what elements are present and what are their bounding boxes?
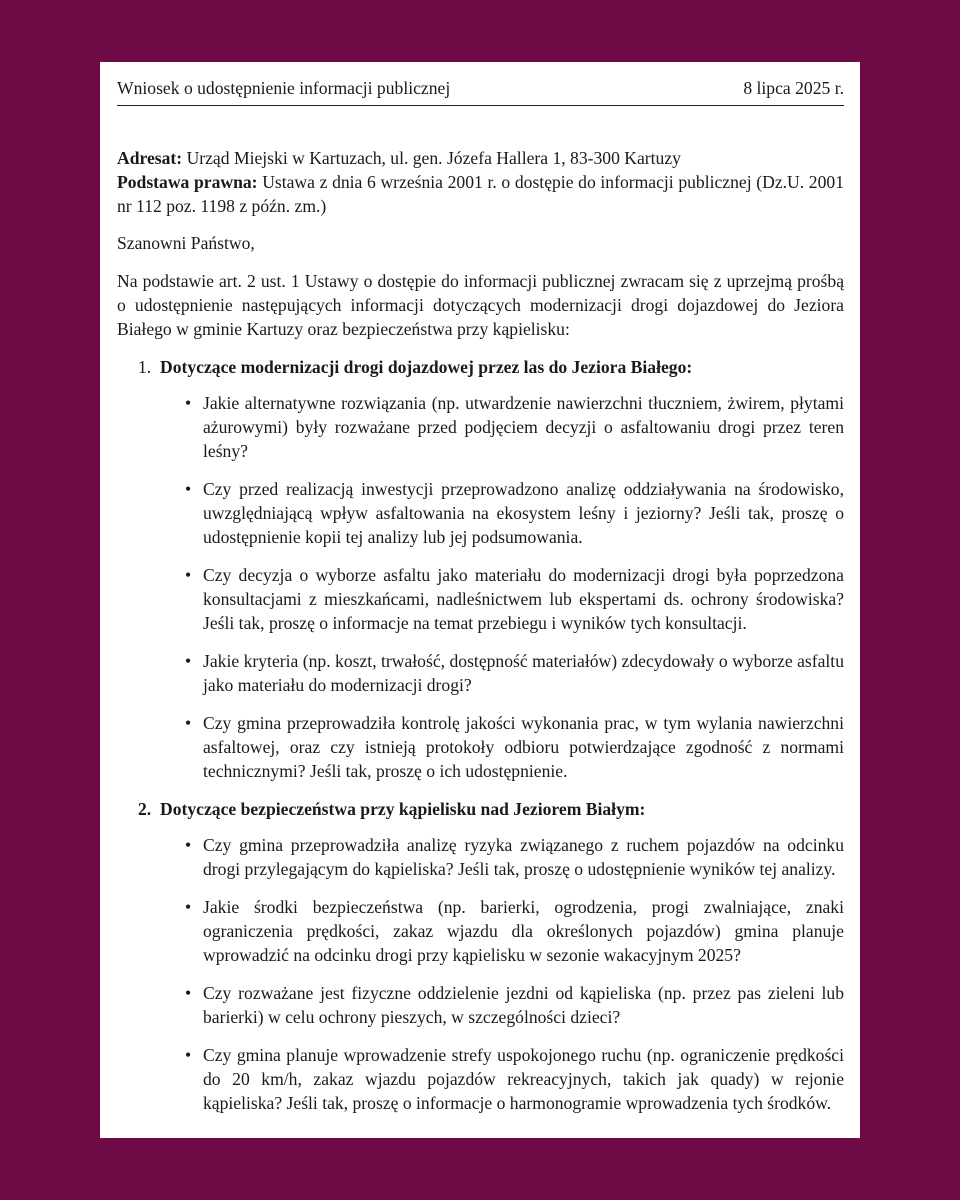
list-item-text: Jakie środki bezpieczeństwa (np. barierki, ogrodzenia, progi zwalniające, znaki ograniczenia prędkości, zakaz wjazdu dla określonych pojazdów) gmina planuje wprowadzić na odcinku drogi przy kąpielisku w sezonie wakacyjnym 2025? [203,897,844,965]
list-item [117,649,844,697]
bullet-icon: • [185,897,192,917]
addressee-value: Urząd Miejski w Kartuzach, ul. gen. Józefa Hallera 1, 83-300 Kartuzy [186,148,681,168]
address-block [117,146,844,218]
section-title: Dotyczące modernizacji drogi dojazdowej przez las do Jeziora Białego: [160,357,693,377]
list-item-text: Jakie kryteria (np. koszt, trwałość, dostępność materiałów) zdecydowały o wyborze asfaltu jako materiału do modernizacji drogi? [203,651,844,695]
section-heading [117,797,844,821]
addressee-label: Adresat: [117,148,183,168]
document-header [117,76,844,106]
document-title: Wniosek o udostępnienie informacji publicznej [117,78,451,98]
bullet-icon: • [185,393,192,413]
intro-paragraph: Na podstawie art. 2 ust. 1 Ustawy o dostępie do informacji publicznej zwracam się z uprzejmą prośbą o udostępnienie następujących informacji dotyczących modernizacji drogi dojazdowej do Jeziora Białego w gminie Kartuzy oraz bezpieczeństwa przy kąpielisku: [117,271,844,339]
addressee-line [117,146,844,170]
document-page [100,62,860,1138]
section-number: 2. [138,799,152,819]
list-item-text: Czy przed realizacją inwestycji przeprowadzono analizę oddziaływania na środowisko, uwzględniającą wpływ asfaltowania na ekosystem leśny i jeziorny? Jeśli tak, proszę o udostępnienie kopii tej analizy lub jej podsumowania. [203,479,844,547]
legal-basis-line [117,170,844,218]
section-1 [117,355,844,783]
legal-basis-value: Ustawa z dnia 6 września 2001 r. o dostępie do informacji publicznej (Dz.U. 2001 nr 112 poz. 1198 z późn. zm.) [117,172,844,216]
list-item-text: Czy decyzja o wyborze asfaltu jako materiału do modernizacji drogi była poprzedzona konsultacjami z mieszkańcami, nadleśnictwem lub ekspertami ds. ochrony środowiska? Jeśli tak, proszę o informacje na temat przebiegu i wyników tych konsultacji. [203,565,844,633]
legal-basis-label: Podstawa prawna: [117,172,258,192]
question-list [117,833,844,1115]
section-heading [117,355,844,379]
section-2 [117,797,844,1115]
bullet-icon: • [185,565,192,585]
list-item-text: Czy gmina przeprowadziła analizę ryzyka związanego z ruchem pojazdów na odcinku drogi przylegającym do kąpieliska? Jeśli tak, proszę o udostępnienie wyników tej analizy. [203,835,844,879]
list-item [117,981,844,1029]
list-item [117,833,844,881]
greeting: Szanowni Państwo, [117,233,255,253]
list-item [117,1043,844,1115]
list-item [117,391,844,463]
list-item-text: Czy rozważane jest fizyczne oddzielenie jezdni od kąpieliska (np. przez pas zieleni lub barierki) w celu ochrony pieszych, w szczególności dzieci? [203,983,844,1027]
document-date: 8 lipca 2025 r. [743,78,844,98]
section-title: Dotyczące bezpieczeństwa przy kąpielisku nad Jeziorem Białym: [160,799,646,819]
bullet-icon: • [185,983,192,1003]
list-item [117,895,844,967]
bullet-icon: • [185,835,192,855]
bullet-icon: • [185,479,192,499]
question-list [117,391,844,783]
bullet-icon: • [185,1045,192,1065]
section-number: 1. [138,357,152,377]
list-item-text: Czy gmina przeprowadziła kontrolę jakości wykonania prac, w tym wylania nawierzchni asfaltowej, oraz czy istnieją protokoły odbioru potwierdzające zgodność z normami technicznymi? Jeśli tak, proszę o ich udostępnienie. [203,713,844,781]
bullet-icon: • [185,651,192,671]
list-item [117,563,844,635]
list-item [117,711,844,783]
list-item-text: Jakie alternatywne rozwiązania (np. utwardzenie nawierzchni tłuczniem, żwirem, płytami ażurowymi) były rozważane przed podjęciem decyzji o asfaltowaniu drogi przez teren leśny? [203,393,844,461]
list-item [117,477,844,549]
list-item-text: Czy gmina planuje wprowadzenie strefy uspokojonego ruchu (np. ograniczenie prędkości do 20 km/h, zakaz wjazdu pojazdów rekreacyjnych, takich jak quady) w rejonie kąpieliska? Jeśli tak, proszę o informacje o harmonogramie wprowadzenia tych środków. [203,1045,844,1113]
bullet-icon: • [185,713,192,733]
